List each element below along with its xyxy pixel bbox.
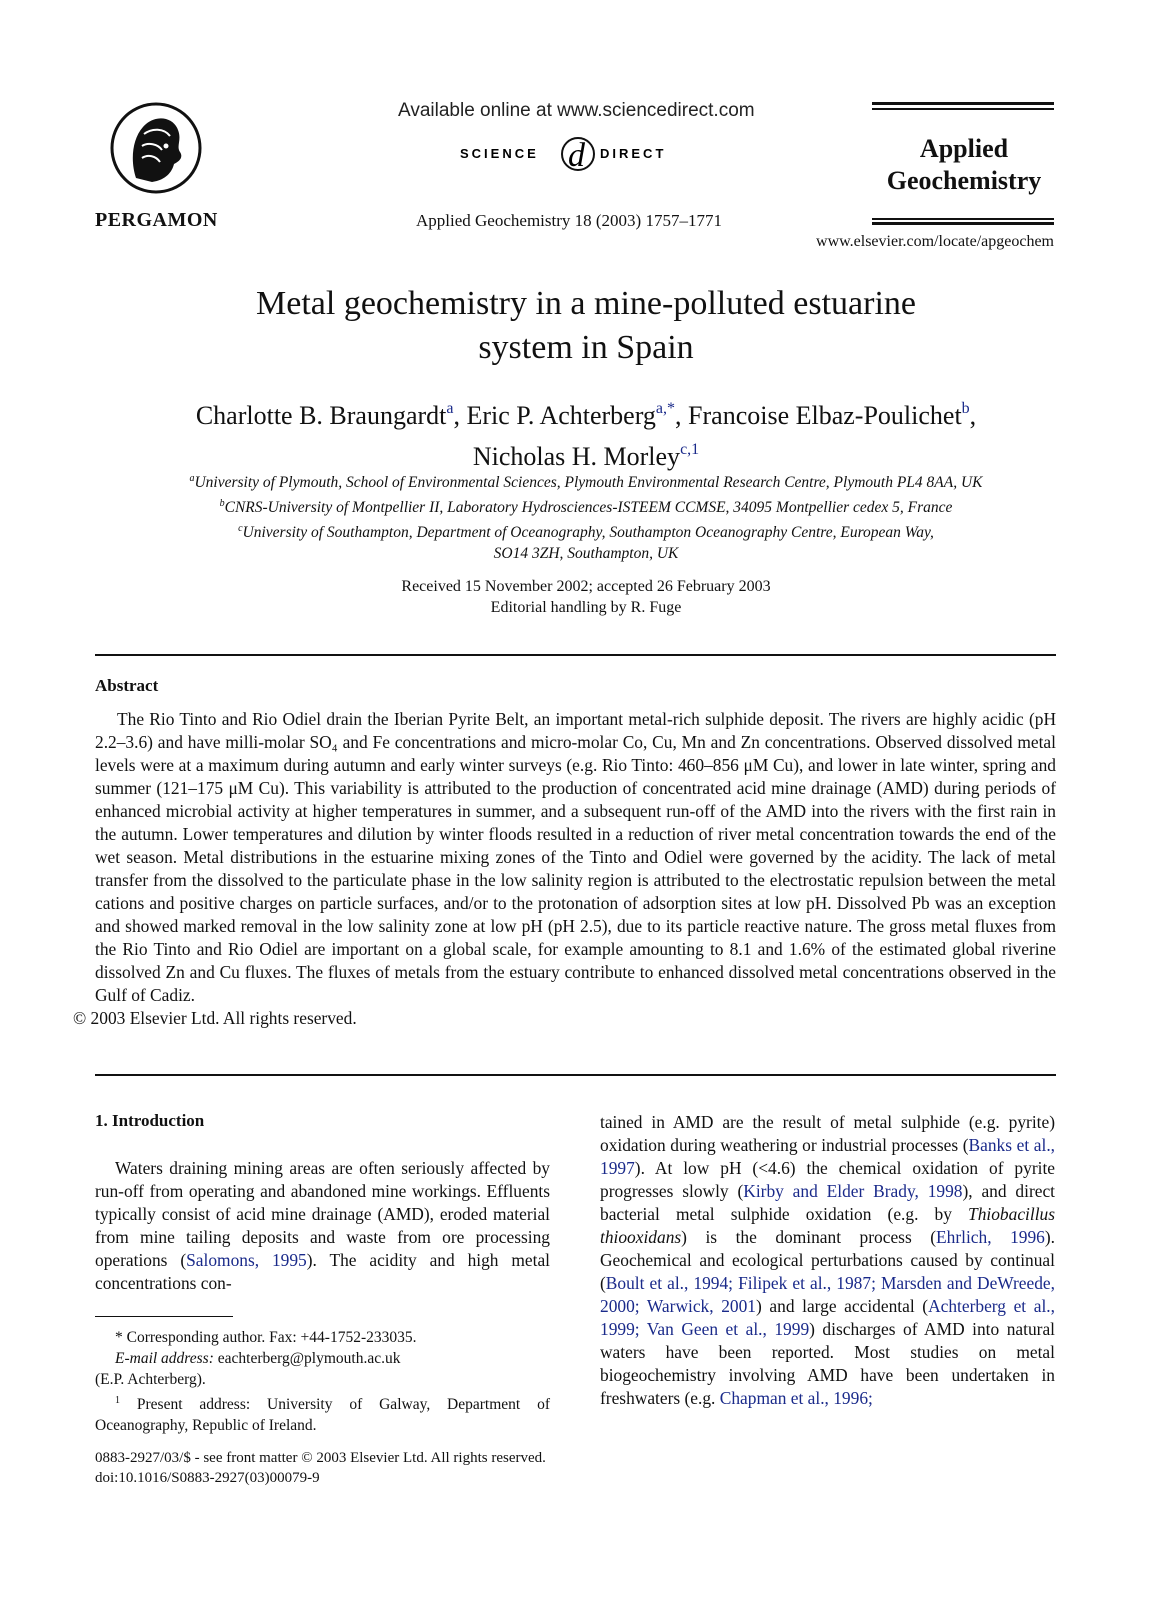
species-name: Thiobacillus thiooxidans bbox=[600, 1204, 1055, 1247]
affiliation: $^a$University of Plymouth, School of Environmental Sciences, Plymouth Environmental Research Centre, Plymouth PL4 8AA, UK bbox=[189, 473, 983, 491]
citation-link[interactable]: Kirby and Elder Brady, 1998 bbox=[743, 1181, 963, 1201]
affiliation: $^b$CNRS-University of Montpellier II, Laboratory Hydrosciences-ISTEEM CCMSE, 34095 Montpellier cedex 5, France bbox=[219, 498, 953, 516]
body-text: ) discharges of AMD into natural waters have been reported. Most studies on metal biogeochemistry involving AMD have been undertaken in freshwaters (e.g. bbox=[600, 1319, 1055, 1408]
journal-url-link[interactable]: www.elsevier.com/locate/apgeochem bbox=[816, 233, 1054, 250]
body-text: ) is the dominant process ( bbox=[681, 1227, 937, 1247]
present-address-footnote: $^1$ Present address: University of Galway, Department of Oceanography, Republic of Ireland. bbox=[95, 1395, 550, 1434]
journal-top-rule-1 bbox=[872, 102, 1054, 105]
citation-link[interactable]: Chapman et al., 1996; bbox=[719, 1388, 873, 1408]
abstract-top-rule bbox=[95, 654, 1056, 656]
email-label: E-mail address: bbox=[115, 1350, 214, 1367]
editorial-handling: Editorial handling by R. Fuge bbox=[490, 599, 682, 616]
author-name: Eric P. Achterberg bbox=[466, 401, 656, 430]
citation-link[interactable]: Banks et al., 1997 bbox=[600, 1135, 1056, 1178]
author-name: Nicholas H. Morley bbox=[472, 442, 681, 471]
author-name: Charlotte B. Braungardt bbox=[195, 401, 447, 430]
affiliation: SO14 3ZH, Southampton, UK bbox=[493, 545, 679, 562]
sciencedirect-logo-icon bbox=[460, 128, 700, 178]
body-text: ) and large accidental ( bbox=[756, 1296, 929, 1316]
abstract-body bbox=[73, 708, 1056, 1030]
body-text: ). Geochemical and ecological perturbations caused by continual ( bbox=[600, 1227, 1055, 1293]
body-text: Waters draining mining areas are often seriously affected by run-off from operating and abandoned mine workings. Effluents typically consist of acid mine drainage (AMD), eroded material from mine tailing deposits and waste from ore processing operations ( bbox=[95, 1158, 550, 1270]
author-list: Charlotte B. Braungardt$^a$, Eric P. Achterberg$^{a,*}$, Francoise Elbaz-Poulichet$^b$, Nicholas H. Morley$^{c,1}$ bbox=[195, 400, 977, 471]
email-link[interactable]: eachterberg@plymouth.ac.uk bbox=[217, 1350, 401, 1367]
corresponding-author-footnote: * Corresponding author. Fax: +44-1752-233035. bbox=[115, 1329, 417, 1346]
introduction-right-column bbox=[600, 1111, 1055, 1410]
citation-link[interactable]: Salomons, 1995 bbox=[186, 1250, 307, 1270]
body-text: ). At low pH (<4.6) the chemical oxidation of pyrite progresses slowly ( bbox=[600, 1158, 1055, 1201]
body-text: ), and direct bacterial metal sulphide oxidation (e.g. by bbox=[600, 1181, 1056, 1224]
abstract-text: The Rio Tinto and Rio Odiel drain the Iberian Pyrite Belt, an important metal-rich sulphide deposit. The rivers are highly acidic (pH 2.2–3.6) and have milli-molar SO₄ and Fe concentrations and micro-molar Co, Cu, Mn and Zn concentrations. Observed dissolved metal levels were at a maximum during autumn and early winter surveys (e.g. Rio Tinto: 460–856 μM Cu), and lower in late winter, spring and summer (121–175 μM Cu). This variability is attributed to the production of concentrated acid mine drainage (AMD) during periods of enhanced microbial activity at higher temperatures in summer, and a subsequent run-off of the AMD into the rivers with the first rain in the autumn. Lower temperatures and dilution by winter floods resulted in a reduction of river metal concentration towards the end of the wet season. Metal distributions in the estuarine mixing zones of the Tinto and Odiel were governed by the acidity. The lack of metal transfer from the dissolved to the particulate phase in the low salinity region is attributed to the electrostatic repulsion between the metal cations and positive charges on particle surfaces, and/or to the protonation of adsorption sites at low pH. Dissolved Pb was an exception and showed marked removal in the low salinity zone at low pH (pH 2.5), due to its particle reactive nature. The gross metal fluxes from the Rio Tinto and Rio Odiel are important on a global scale, for example amounting to 8.1 and 1.6% of the estimated global riverine dissolved Zn and Cu fluxes. The fluxes of metals from the estuary contribute to enhanced dissolved metal concentrations observed in the Gulf of Cadiz. bbox=[95, 709, 1056, 1005]
abstract-heading: Abstract bbox=[95, 676, 159, 695]
body-text: ). The acidity and high metal concentrations con- bbox=[95, 1250, 550, 1293]
publisher-name: PERGAMON bbox=[95, 209, 218, 231]
article-dates bbox=[0, 576, 1172, 618]
body-text: tained in AMD are the result of metal sulphide (e.g. pyrite) oxidation during weathering or industrial processes ( bbox=[600, 1112, 1055, 1155]
introduction-left-column bbox=[95, 1157, 550, 1295]
journal-citation: Applied Geochemistry 18 (2003) 1757–1771 bbox=[416, 211, 722, 230]
sd-logo-left: SCIENCE bbox=[460, 146, 539, 161]
affiliation-list bbox=[0, 468, 1172, 564]
pergamon-logo-icon bbox=[108, 100, 204, 202]
affiliation: $^c$University of Southampton, Department of Oceanography, Southampton Oceanography Centre, European Way, bbox=[238, 523, 934, 541]
available-online-text: Available online at www.sciencedirect.com bbox=[398, 100, 755, 121]
citation-link[interactable]: Achterberg et al., 1999; Van Geen et al., 1999 bbox=[600, 1296, 1055, 1339]
sd-logo-right: DIRECT bbox=[600, 146, 667, 161]
doi-line[interactable]: doi:10.1016/S0883-2927(03)00079-9 bbox=[95, 1470, 320, 1486]
section-heading-introduction: 1. Introduction bbox=[95, 1111, 205, 1130]
author-name: Francoise Elbaz-Poulichet bbox=[688, 401, 962, 430]
abstract-copyright: © 2003 Elsevier Ltd. All rights reserved. bbox=[73, 1008, 357, 1028]
issn-line: 0883-2927/03/$ - see front matter © 2003 Elsevier Ltd. All rights reserved. bbox=[95, 1450, 546, 1466]
front-matter bbox=[95, 1448, 546, 1488]
journal-title: Applied Geochemistry bbox=[886, 134, 1042, 195]
article-title: Metal geochemistry in a mine-polluted estuarine system in Spain bbox=[256, 285, 916, 366]
footnotes bbox=[95, 1327, 550, 1436]
email-owner: (E.P. Achterberg). bbox=[95, 1371, 206, 1388]
abstract-bottom-rule bbox=[95, 1074, 1056, 1076]
svg-text:d: d bbox=[568, 137, 585, 174]
journal-top-rule-2 bbox=[872, 108, 1054, 110]
journal-bottom-rule-2 bbox=[872, 222, 1054, 225]
footnote-rule bbox=[95, 1316, 233, 1317]
citation-link[interactable]: Ehrlich, 1996 bbox=[936, 1227, 1045, 1247]
citation-link[interactable]: Boult et al., 1994; Filipek et al., 1987; Marsden and DeWreede, 2000; Warwick, 2001 bbox=[600, 1273, 1055, 1316]
journal-bottom-rule-1 bbox=[872, 218, 1054, 220]
received-date: Received 15 November 2002; accepted 26 February 2003 bbox=[401, 578, 771, 595]
